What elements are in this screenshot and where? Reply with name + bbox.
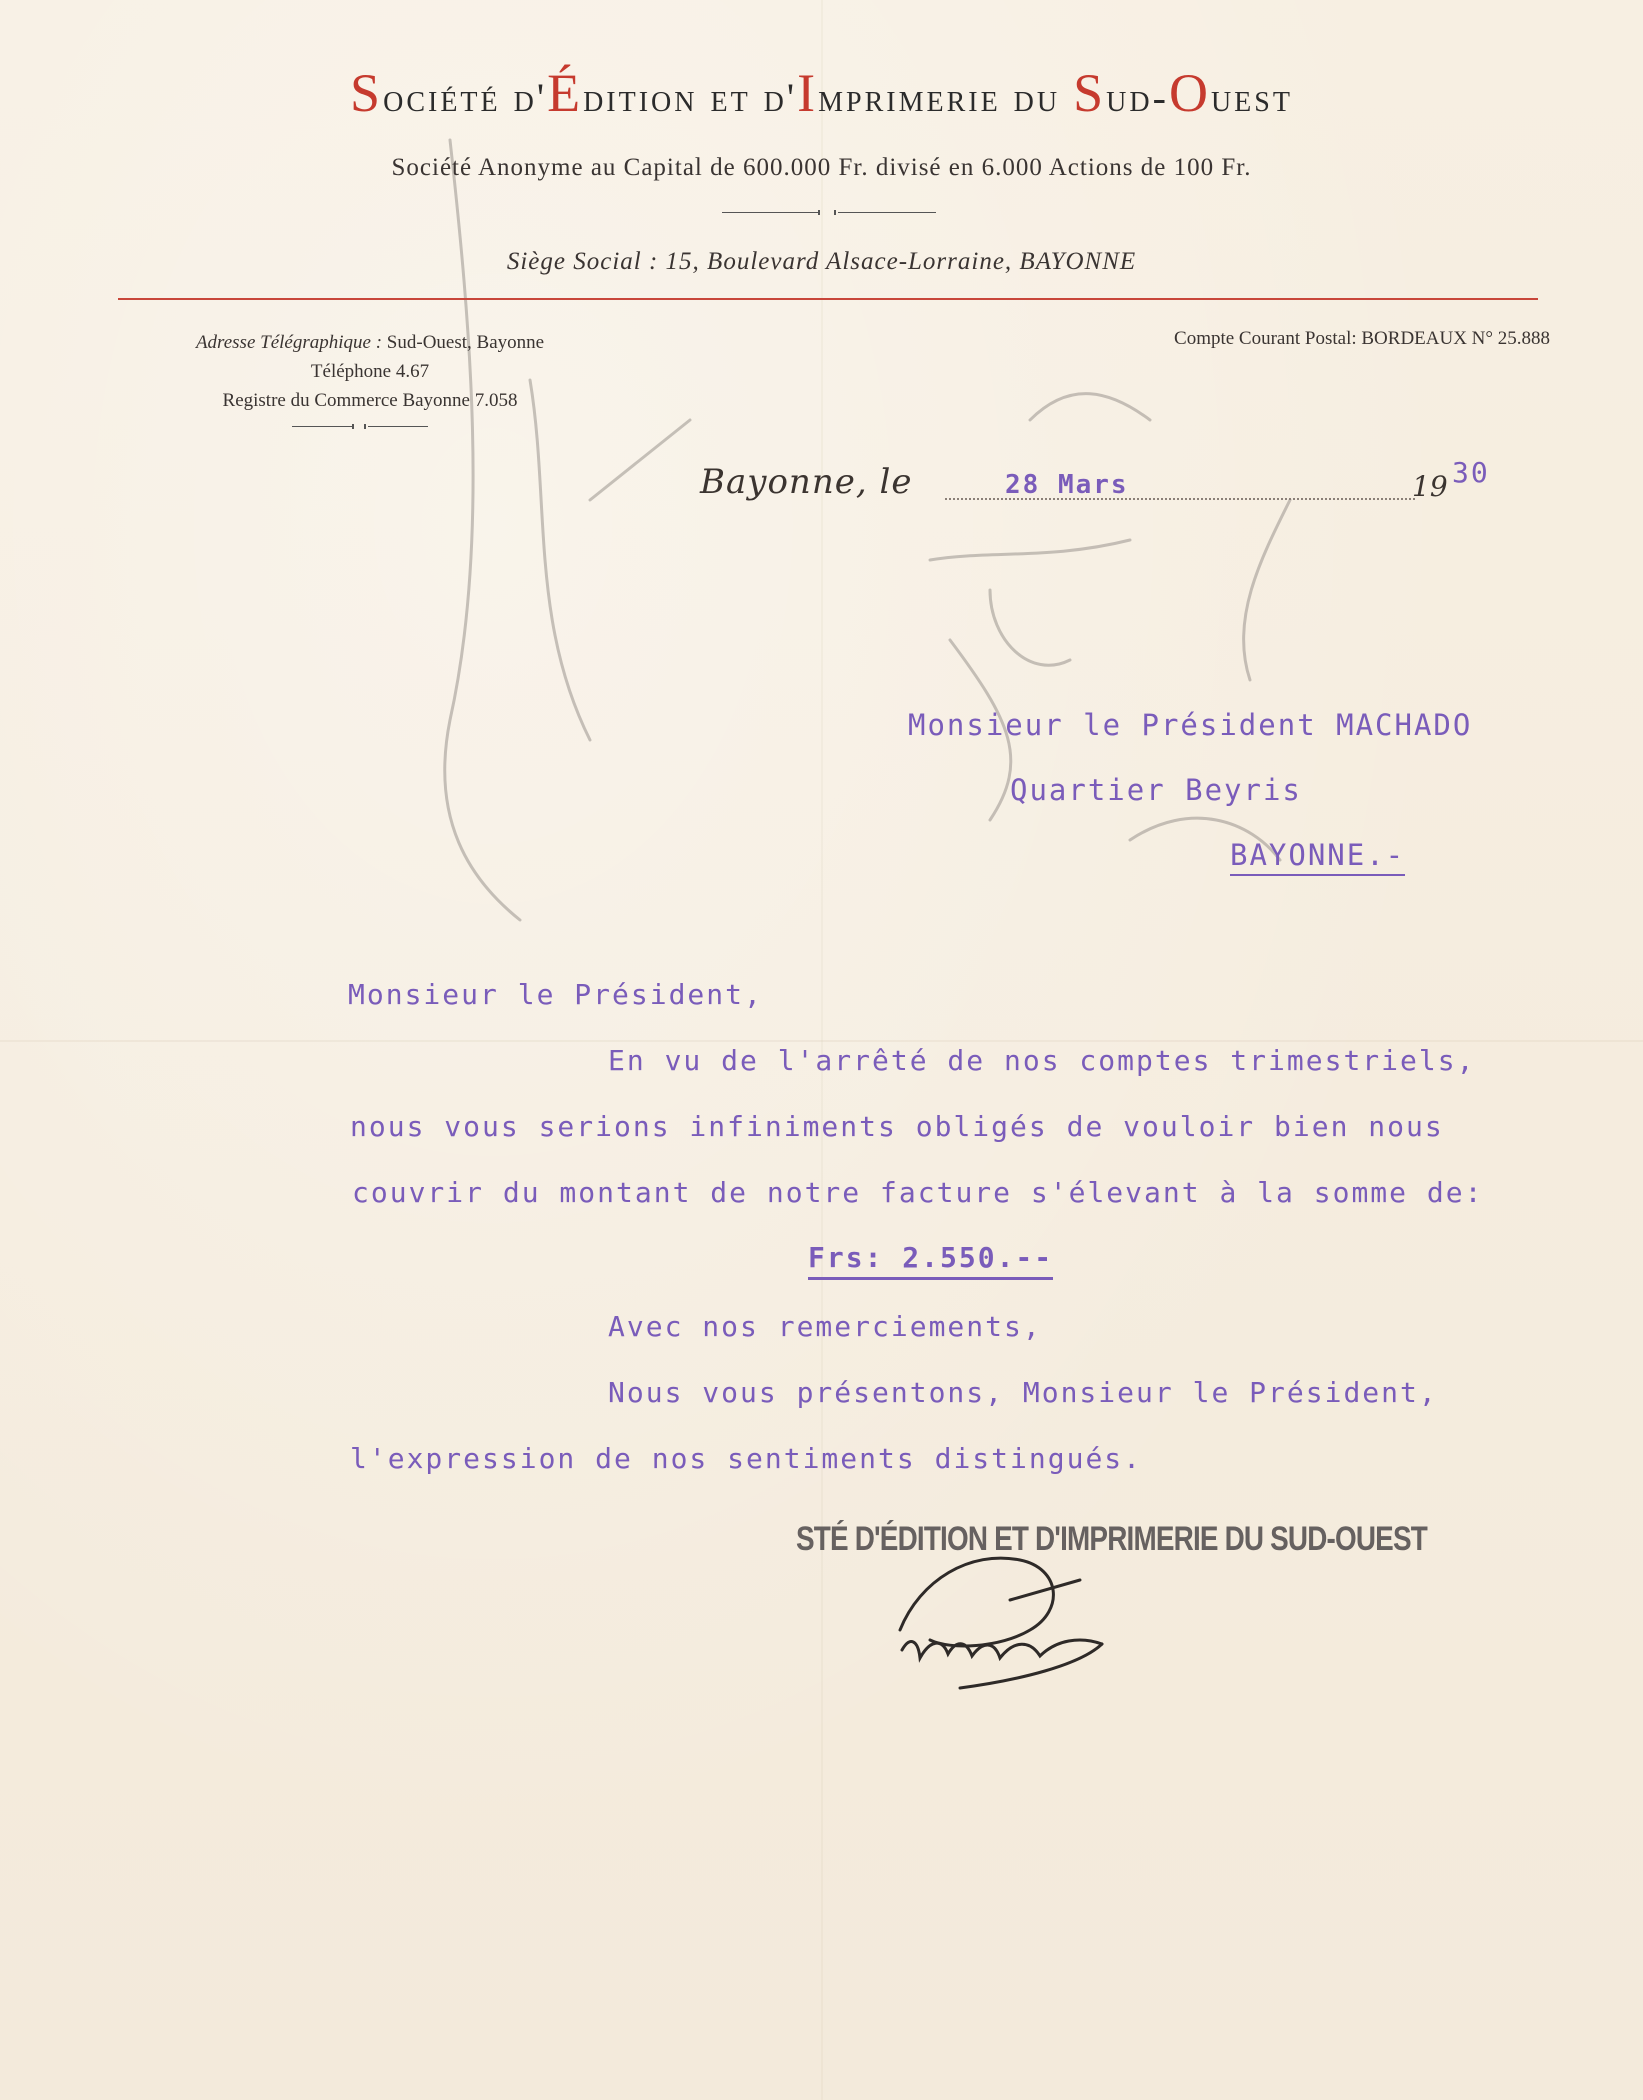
body-line-5: Nous vous présentons, Monsieur le Président, [608, 1376, 1438, 1409]
recipient-city: BAYONNE.- [1230, 838, 1405, 876]
company-name [0, 62, 1643, 124]
contact-ornament-right [368, 426, 428, 427]
title-part: uest [1210, 75, 1293, 120]
date-line [700, 456, 1490, 512]
title-part: dition et d' [583, 75, 798, 120]
telegraph-value: Sud-Ouest, Bayonne [382, 332, 545, 353]
title-part: mprimerie du [818, 75, 1074, 120]
head-office-address: : 15, Boulevard Alsace-Lorraine, BAYONNE [641, 248, 1137, 275]
body-line-2: nous vous serions infiniments obligés de vouloir bien nous [350, 1110, 1444, 1143]
salutation: Monsieur le Président, [348, 978, 763, 1011]
head-office [0, 248, 1643, 276]
telegraph-label: Adresse Télégraphique : [195, 332, 383, 353]
date-year: 30 [1452, 456, 1490, 489]
telegraph-address [140, 328, 600, 357]
signature [890, 1540, 1170, 1690]
date-year-prefix: 19 [1412, 470, 1448, 503]
date-day-month: 28 Mars [1005, 470, 1129, 500]
recipient-name: Monsieur le Président MACHADO [908, 708, 1473, 742]
contact-block [140, 328, 600, 415]
title-initial-e: É [547, 63, 584, 123]
trade-register: Registre du Commerce Bayonne 7.058 [222, 390, 518, 411]
company-capital: Société Anonyme au Capital de 600.000 Fr. divisé en 6.000 Actions de 100 Fr. [391, 154, 1252, 181]
telephone: Téléphone 4.67 [310, 361, 430, 382]
contact-ornament-dot [352, 424, 366, 429]
letterhead-divider [118, 298, 1538, 300]
body-line-4: Avec nos remerciements, [608, 1310, 1042, 1343]
ornament-rule-left [722, 212, 820, 213]
body-line-1: En vu de l'arrêté de nos comptes trimestriels, [608, 1044, 1476, 1077]
title-part: ociété d' [383, 75, 548, 120]
title-initial-i: I [797, 63, 819, 123]
title-initial-o: O [1168, 63, 1211, 123]
postal-account: Compte Courant Postal: BORDEAUX N° 25.888 [1174, 328, 1550, 349]
company-stamp: STÉ D'ÉDITION ET D'IMPRIMERIE DU SUD-OUEST [796, 1520, 1427, 1558]
ornament-rule-right [838, 212, 936, 213]
head-office-label: Siège Social [506, 248, 642, 275]
recipient-street: Quartier Beyris [1010, 773, 1302, 807]
title-part: ud- [1106, 75, 1169, 120]
fold-line-horizontal [0, 1040, 1643, 1042]
title-initial-s2: S [1073, 63, 1107, 123]
invoice-amount: Frs: 2.550.-- [808, 1241, 1053, 1280]
body-line-3: couvrir du montant de notre facture s'élevant à la somme de: [352, 1176, 1484, 1209]
title-initial-s: S [350, 63, 384, 123]
closing-line: l'expression de nos sentiments distingués. [350, 1442, 1143, 1475]
ornament-dot [818, 210, 836, 215]
date-place: Bayonne, le [700, 462, 913, 502]
contact-ornament-left [292, 426, 352, 427]
